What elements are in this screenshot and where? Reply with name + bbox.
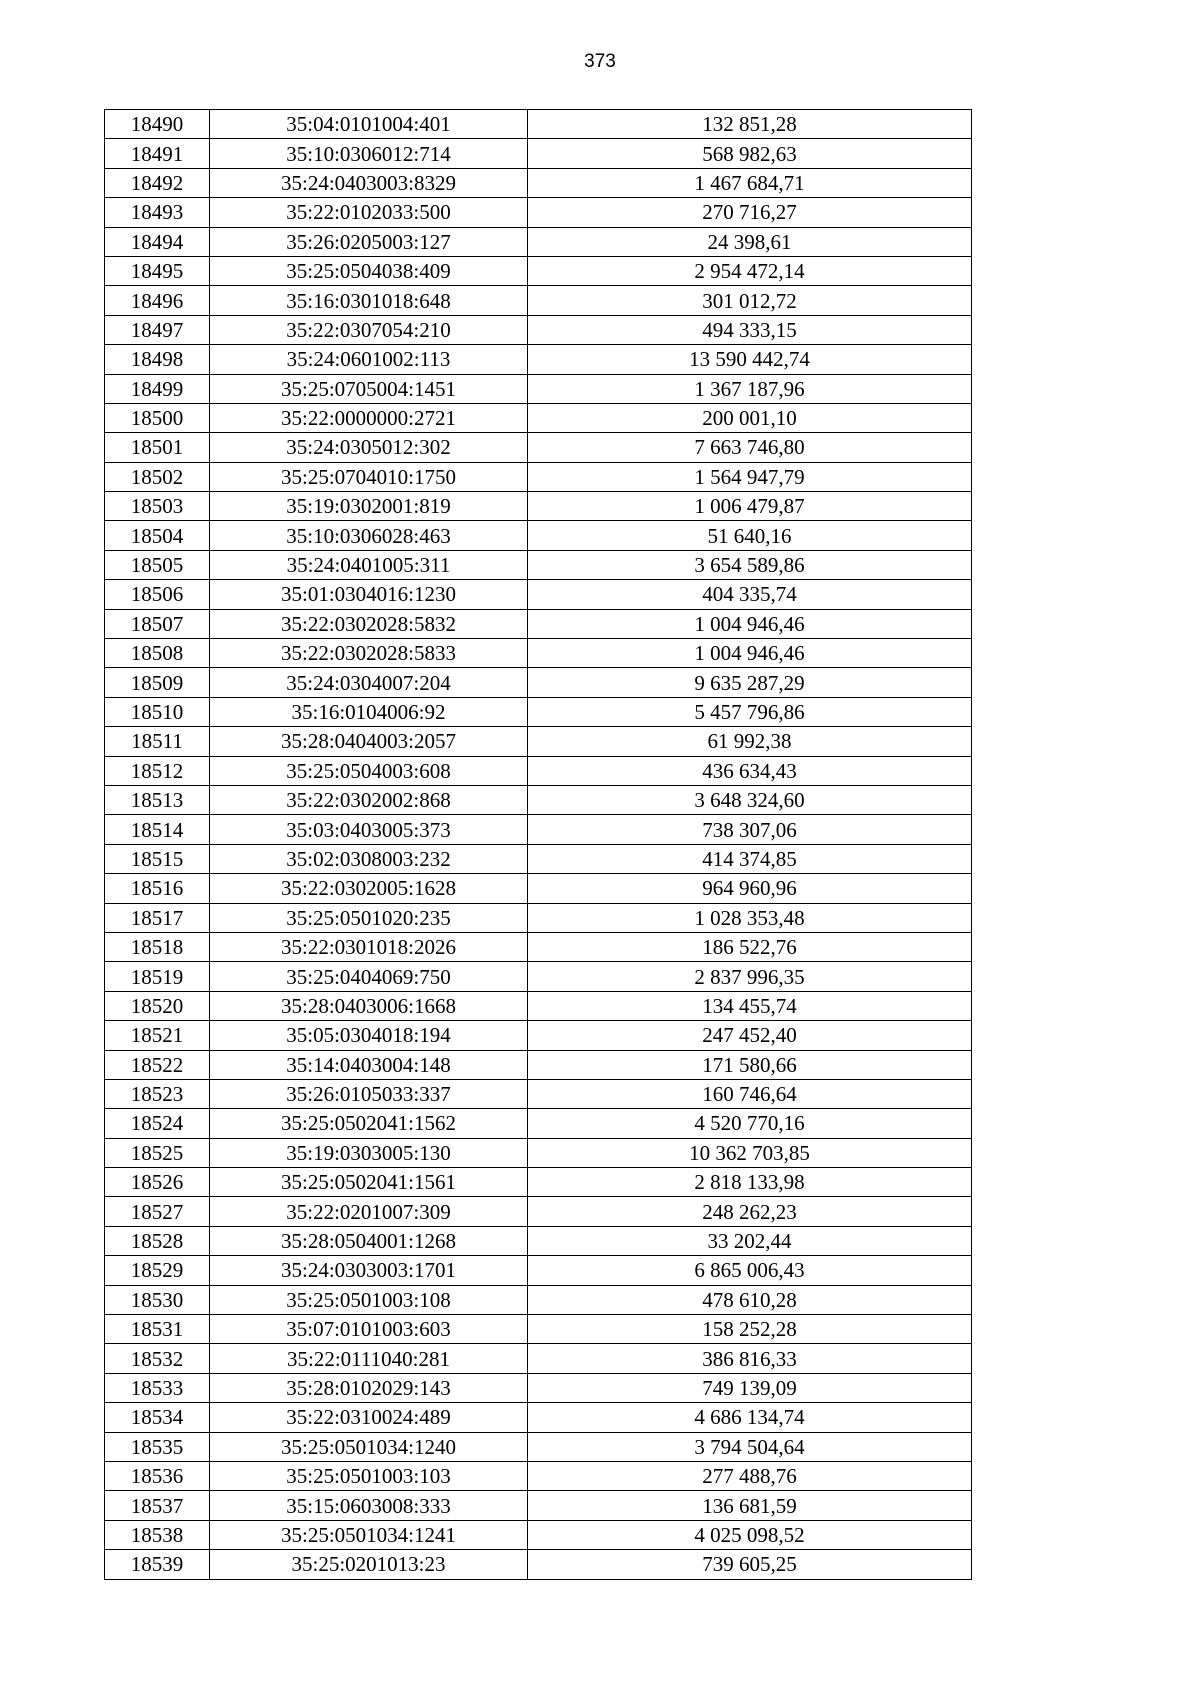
row-number-cell: 18522 <box>105 1050 210 1079</box>
table-row <box>105 1138 972 1167</box>
value-cell: 2 818 133,98 <box>528 1168 972 1197</box>
row-number-cell: 18526 <box>105 1168 210 1197</box>
cadastral-number-cell: 35:24:0303003:1701 <box>210 1256 528 1285</box>
value-cell: 749 139,09 <box>528 1373 972 1402</box>
row-number-cell: 18491 <box>105 139 210 168</box>
value-cell: 277 488,76 <box>528 1461 972 1490</box>
cadastral-number-cell: 35:22:0310024:489 <box>210 1403 528 1432</box>
cadastral-number-cell: 35:02:0308003:232 <box>210 844 528 873</box>
value-cell: 301 012,72 <box>528 286 972 315</box>
cadastral-number-cell: 35:22:0302028:5832 <box>210 609 528 638</box>
table-row <box>105 1168 972 1197</box>
table-row <box>105 550 972 579</box>
table-row <box>105 580 972 609</box>
value-cell: 1 564 947,79 <box>528 462 972 491</box>
row-number-cell: 18494 <box>105 227 210 256</box>
table-row <box>105 315 972 344</box>
value-cell: 7 663 746,80 <box>528 433 972 462</box>
table-row <box>105 697 972 726</box>
value-cell: 2 837 996,35 <box>528 962 972 991</box>
cadastral-number-cell: 35:03:0403005:373 <box>210 815 528 844</box>
cadastral-number-cell: 35:25:0404069:750 <box>210 962 528 991</box>
value-cell: 1 367 187,96 <box>528 374 972 403</box>
row-number-cell: 18531 <box>105 1315 210 1344</box>
table-row <box>105 991 972 1020</box>
value-cell: 4 025 098,52 <box>528 1520 972 1549</box>
row-number-cell: 18492 <box>105 168 210 197</box>
cadastral-number-cell: 35:22:0000000:2721 <box>210 403 528 432</box>
row-number-cell: 18539 <box>105 1550 210 1579</box>
value-cell: 6 865 006,43 <box>528 1256 972 1285</box>
cadastral-number-cell: 35:16:0104006:92 <box>210 697 528 726</box>
table-row <box>105 492 972 521</box>
value-cell: 738 307,06 <box>528 815 972 844</box>
value-cell: 158 252,28 <box>528 1315 972 1344</box>
table-row <box>105 198 972 227</box>
value-cell: 247 452,40 <box>528 1021 972 1050</box>
value-cell: 10 362 703,85 <box>528 1138 972 1167</box>
value-cell: 186 522,76 <box>528 932 972 961</box>
row-number-cell: 18533 <box>105 1373 210 1402</box>
cadastral-number-cell: 35:10:0306028:463 <box>210 521 528 550</box>
table-row <box>105 227 972 256</box>
row-number-cell: 18516 <box>105 874 210 903</box>
cadastral-number-cell: 35:10:0306012:714 <box>210 139 528 168</box>
table-row <box>105 1285 972 1314</box>
table-row <box>105 345 972 374</box>
row-number-cell: 18519 <box>105 962 210 991</box>
cadastral-number-cell: 35:25:0501020:235 <box>210 903 528 932</box>
cadastral-number-cell: 35:24:0305012:302 <box>210 433 528 462</box>
value-cell: 386 816,33 <box>528 1344 972 1373</box>
table-row <box>105 1432 972 1461</box>
row-number-cell: 18521 <box>105 1021 210 1050</box>
value-cell: 964 960,96 <box>528 874 972 903</box>
cadastral-value-table <box>104 109 972 1580</box>
cadastral-number-cell: 35:22:0301018:2026 <box>210 932 528 961</box>
cadastral-number-cell: 35:19:0302001:819 <box>210 492 528 521</box>
value-cell: 3 654 589,86 <box>528 550 972 579</box>
value-cell: 5 457 796,86 <box>528 697 972 726</box>
cadastral-number-cell: 35:22:0302002:868 <box>210 785 528 814</box>
row-number-cell: 18490 <box>105 110 210 139</box>
cadastral-number-cell: 35:25:0704010:1750 <box>210 462 528 491</box>
row-number-cell: 18513 <box>105 785 210 814</box>
table-row <box>105 462 972 491</box>
row-number-cell: 18532 <box>105 1344 210 1373</box>
cadastral-number-cell: 35:25:0501034:1240 <box>210 1432 528 1461</box>
value-cell: 1 004 946,46 <box>528 639 972 668</box>
row-number-cell: 18514 <box>105 815 210 844</box>
cadastral-number-cell: 35:24:0401005:311 <box>210 550 528 579</box>
cadastral-number-cell: 35:22:0201007:309 <box>210 1197 528 1226</box>
table-row <box>105 1373 972 1402</box>
table-row <box>105 1550 972 1579</box>
cadastral-number-cell: 35:28:0404003:2057 <box>210 727 528 756</box>
cadastral-number-cell: 35:25:0502041:1562 <box>210 1109 528 1138</box>
table-row <box>105 433 972 462</box>
row-number-cell: 18518 <box>105 932 210 961</box>
value-cell: 494 333,15 <box>528 315 972 344</box>
cadastral-number-cell: 35:28:0403006:1668 <box>210 991 528 1020</box>
cadastral-number-cell: 35:19:0303005:130 <box>210 1138 528 1167</box>
value-cell: 132 851,28 <box>528 110 972 139</box>
table-row <box>105 1050 972 1079</box>
table-row <box>105 521 972 550</box>
cadastral-number-cell: 35:22:0307054:210 <box>210 315 528 344</box>
cadastral-number-cell: 35:25:0501034:1241 <box>210 1520 528 1549</box>
table-row <box>105 1403 972 1432</box>
value-cell: 61 992,38 <box>528 727 972 756</box>
cadastral-number-cell: 35:22:0302005:1628 <box>210 874 528 903</box>
value-cell: 248 262,23 <box>528 1197 972 1226</box>
value-cell: 1 004 946,46 <box>528 609 972 638</box>
cadastral-number-cell: 35:01:0304016:1230 <box>210 580 528 609</box>
row-number-cell: 18527 <box>105 1197 210 1226</box>
table-row <box>105 110 972 139</box>
cadastral-number-cell: 35:26:0205003:127 <box>210 227 528 256</box>
row-number-cell: 18495 <box>105 256 210 285</box>
cadastral-number-cell: 35:26:0105033:337 <box>210 1079 528 1108</box>
cadastral-number-cell: 35:25:0501003:103 <box>210 1461 528 1490</box>
row-number-cell: 18524 <box>105 1109 210 1138</box>
cadastral-number-cell: 35:14:0403004:148 <box>210 1050 528 1079</box>
value-cell: 4 520 770,16 <box>528 1109 972 1138</box>
table-row <box>105 1344 972 1373</box>
table-row <box>105 962 972 991</box>
table-row <box>105 1021 972 1050</box>
table-row <box>105 609 972 638</box>
value-cell: 739 605,25 <box>528 1550 972 1579</box>
value-cell: 3 648 324,60 <box>528 785 972 814</box>
row-number-cell: 18506 <box>105 580 210 609</box>
cadastral-number-cell: 35:25:0501003:108 <box>210 1285 528 1314</box>
row-number-cell: 18517 <box>105 903 210 932</box>
row-number-cell: 18515 <box>105 844 210 873</box>
value-cell: 1 006 479,87 <box>528 492 972 521</box>
table-row <box>105 1109 972 1138</box>
cadastral-number-cell: 35:25:0502041:1561 <box>210 1168 528 1197</box>
value-cell: 414 374,85 <box>528 844 972 873</box>
row-number-cell: 18499 <box>105 374 210 403</box>
row-number-cell: 18503 <box>105 492 210 521</box>
table-row <box>105 256 972 285</box>
table-row <box>105 1315 972 1344</box>
cadastral-number-cell: 35:22:0302028:5833 <box>210 639 528 668</box>
row-number-cell: 18497 <box>105 315 210 344</box>
cadastral-number-cell: 35:25:0705004:1451 <box>210 374 528 403</box>
row-number-cell: 18493 <box>105 198 210 227</box>
cadastral-number-cell: 35:24:0601002:113 <box>210 345 528 374</box>
table-row <box>105 785 972 814</box>
row-number-cell: 18504 <box>105 521 210 550</box>
table-row <box>105 1079 972 1108</box>
row-number-cell: 18530 <box>105 1285 210 1314</box>
value-cell: 4 686 134,74 <box>528 1403 972 1432</box>
row-number-cell: 18529 <box>105 1256 210 1285</box>
table-row <box>105 903 972 932</box>
table-row <box>105 756 972 785</box>
row-number-cell: 18496 <box>105 286 210 315</box>
row-number-cell: 18537 <box>105 1491 210 1520</box>
value-cell: 200 001,10 <box>528 403 972 432</box>
table-body <box>105 110 972 1580</box>
row-number-cell: 18523 <box>105 1079 210 1108</box>
value-cell: 270 716,27 <box>528 198 972 227</box>
table-row <box>105 403 972 432</box>
row-number-cell: 18500 <box>105 403 210 432</box>
row-number-cell: 18536 <box>105 1461 210 1490</box>
row-number-cell: 18501 <box>105 433 210 462</box>
table-row <box>105 1520 972 1549</box>
table-row <box>105 844 972 873</box>
cadastral-number-cell: 35:24:0403003:8329 <box>210 168 528 197</box>
value-cell: 568 982,63 <box>528 139 972 168</box>
table-row <box>105 139 972 168</box>
value-cell: 51 640,16 <box>528 521 972 550</box>
value-cell: 24 398,61 <box>528 227 972 256</box>
row-number-cell: 18498 <box>105 345 210 374</box>
table-row <box>105 1461 972 1490</box>
table-row <box>105 1256 972 1285</box>
table-row <box>105 168 972 197</box>
value-cell: 2 954 472,14 <box>528 256 972 285</box>
row-number-cell: 18512 <box>105 756 210 785</box>
cadastral-number-cell: 35:15:0603008:333 <box>210 1491 528 1520</box>
cadastral-number-cell: 35:24:0304007:204 <box>210 668 528 697</box>
cadastral-number-cell: 35:25:0504038:409 <box>210 256 528 285</box>
row-number-cell: 18507 <box>105 609 210 638</box>
value-cell: 404 335,74 <box>528 580 972 609</box>
table-row <box>105 727 972 756</box>
cadastral-number-cell: 35:16:0301018:648 <box>210 286 528 315</box>
value-cell: 436 634,43 <box>528 756 972 785</box>
table-row <box>105 639 972 668</box>
cadastral-number-cell: 35:28:0102029:143 <box>210 1373 528 1402</box>
table-row <box>105 932 972 961</box>
value-cell: 13 590 442,74 <box>528 345 972 374</box>
page-number: 373 <box>584 51 616 72</box>
row-number-cell: 18502 <box>105 462 210 491</box>
cadastral-number-cell: 35:04:0101004:401 <box>210 110 528 139</box>
cadastral-number-cell: 35:25:0504003:608 <box>210 756 528 785</box>
row-number-cell: 18520 <box>105 991 210 1020</box>
cadastral-number-cell: 35:22:0111040:281 <box>210 1344 528 1373</box>
value-cell: 33 202,44 <box>528 1226 972 1255</box>
row-number-cell: 18535 <box>105 1432 210 1461</box>
value-cell: 160 746,64 <box>528 1079 972 1108</box>
cadastral-number-cell: 35:22:0102033:500 <box>210 198 528 227</box>
row-number-cell: 18509 <box>105 668 210 697</box>
table-row <box>105 668 972 697</box>
table-row <box>105 815 972 844</box>
value-cell: 1 028 353,48 <box>528 903 972 932</box>
table-row <box>105 1491 972 1520</box>
value-cell: 1 467 684,71 <box>528 168 972 197</box>
row-number-cell: 18525 <box>105 1138 210 1167</box>
value-cell: 171 580,66 <box>528 1050 972 1079</box>
table-row <box>105 286 972 315</box>
cadastral-number-cell: 35:07:0101003:603 <box>210 1315 528 1344</box>
cadastral-number-cell: 35:25:0201013:23 <box>210 1550 528 1579</box>
value-cell: 9 635 287,29 <box>528 668 972 697</box>
table-row <box>105 374 972 403</box>
value-cell: 136 681,59 <box>528 1491 972 1520</box>
value-cell: 3 794 504,64 <box>528 1432 972 1461</box>
value-cell: 478 610,28 <box>528 1285 972 1314</box>
row-number-cell: 18508 <box>105 639 210 668</box>
table-row <box>105 1197 972 1226</box>
table-row <box>105 1226 972 1255</box>
row-number-cell: 18534 <box>105 1403 210 1432</box>
table-row <box>105 874 972 903</box>
row-number-cell: 18528 <box>105 1226 210 1255</box>
cadastral-number-cell: 35:28:0504001:1268 <box>210 1226 528 1255</box>
row-number-cell: 18505 <box>105 550 210 579</box>
cadastral-number-cell: 35:05:0304018:194 <box>210 1021 528 1050</box>
row-number-cell: 18538 <box>105 1520 210 1549</box>
value-cell: 134 455,74 <box>528 991 972 1020</box>
row-number-cell: 18511 <box>105 727 210 756</box>
row-number-cell: 18510 <box>105 697 210 726</box>
